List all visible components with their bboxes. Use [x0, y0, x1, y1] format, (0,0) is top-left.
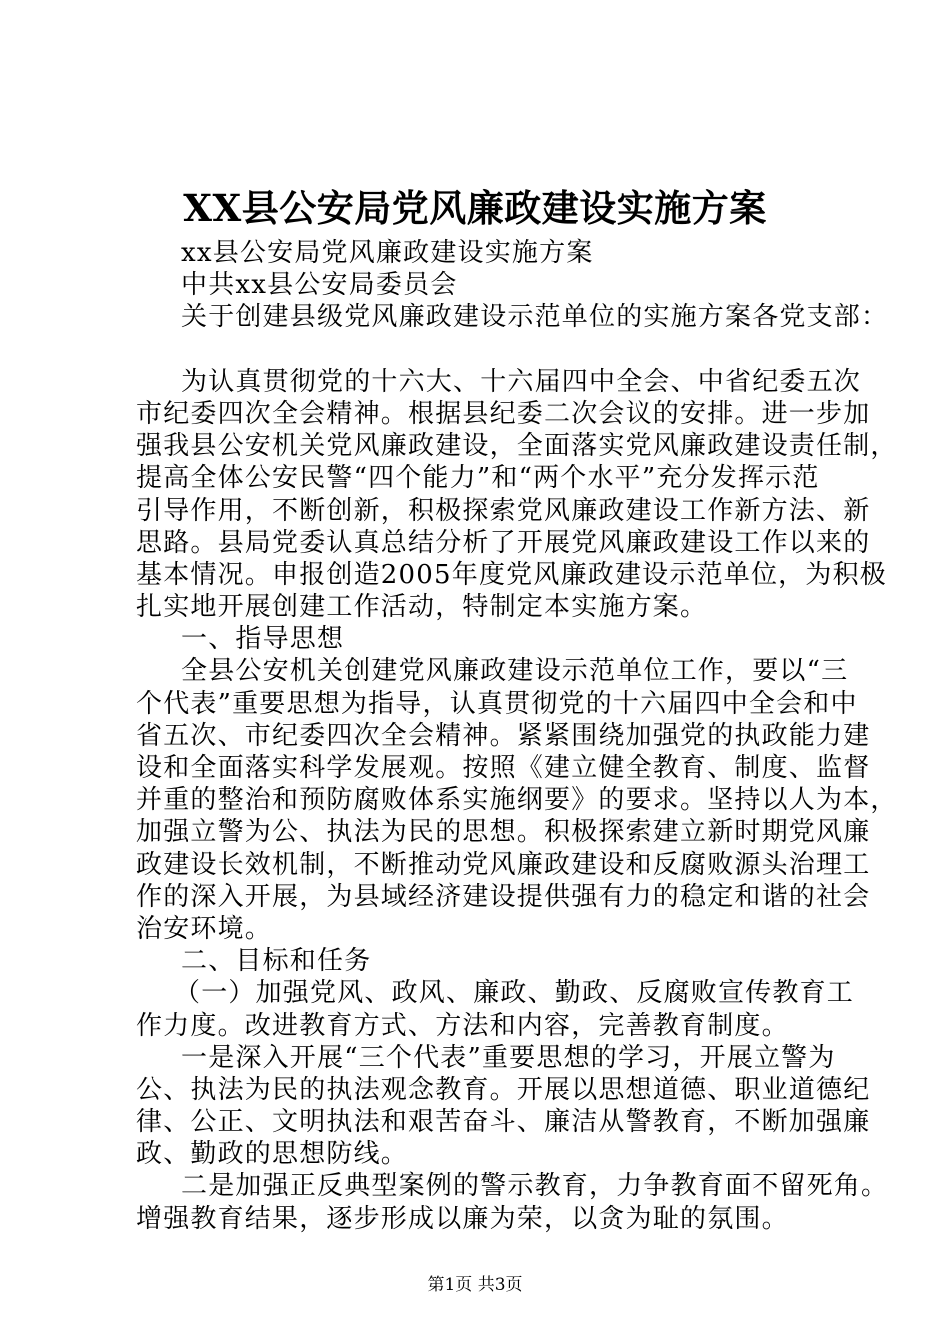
section-heading: 二、目标和任务: [181, 946, 372, 977]
text-line: 市纪委四次全会精神。根据县纪委二次会议的安排。进一步加: [136, 398, 871, 429]
text-line: （一）加强党风、政风、廉政、勤政、反腐败宣传教育工: [174, 978, 855, 1009]
text-line: 设和全面落实科学发展观。按照《建立健全教育、制度、监督: [136, 753, 871, 783]
text-line: 提高全体公安民警“四个能力”和“两个水平”充分发挥示范: [136, 463, 820, 494]
text-line: 强我县公安机关党风廉政建设，全面落实党风廉政建设责任制，: [136, 431, 898, 462]
paragraph-point-1: [136, 1042, 871, 1171]
text-line: 思路。县局党委认真总结分析了开展党风廉政建设工作以来的: [136, 527, 871, 558]
text-line: 治安环境。: [136, 913, 273, 944]
text-line: 扎实地开展创建工作活动，特制定本实施方案。: [136, 592, 708, 623]
text-line: 引导作用，不断创新，积极探索党风廉政建设工作新方法、新: [136, 495, 871, 526]
text-line: 作力度。改进教育方式、方法和内容，完善教育制度。: [136, 1010, 789, 1041]
section-heading: 一、指导思想: [181, 624, 345, 655]
text-line: 增强教育结果，逐步形成以廉为荣，以贪为耻的氛围。: [136, 1203, 789, 1234]
paragraph-intro: [136, 366, 898, 624]
text-line: 并重的整治和预防腐败体系实施纲要》的要求。坚持以人为本，: [136, 785, 898, 816]
document-title: XX县公安局党风廉政建设实施方案: [183, 186, 767, 230]
paragraph-task-1: [136, 977, 855, 1041]
text-line: 为认真贯彻党的十六大、十六届四中全会、中省纪委五次: [181, 366, 862, 397]
text-line: 政、勤政的思想防线。: [136, 1139, 409, 1170]
header-line: xx县公安局党风廉政建设实施方案: [181, 238, 594, 268]
text-line: 公、执法为民的执法观念教育。开展以思想道德、职业道德纪: [136, 1074, 871, 1105]
header-line: 关于创建县级党风廉政建设示范单位的实施方案各党支部：: [181, 302, 889, 333]
text-line: 全县公安机关创建党风廉政建设示范单位工作，要以“三: [181, 656, 849, 687]
text-line: 政建设长效机制，不断推动党风廉政建设和反腐败源头治理工: [136, 849, 871, 880]
text-line: 加强立警为公、执法为民的思想。积极探索建立新时期党风廉: [136, 817, 871, 848]
text-line: 省五次、市纪委四次全会精神。紧紧围绕加强党的执政能力建: [136, 720, 871, 751]
document-body: [136, 237, 898, 1235]
text-line: 二是加强正反典型案例的警示教育，力争教育面不留死角。: [181, 1171, 889, 1202]
text-line: 作的深入开展，为县域经济建设提供强有力的稳定和谐的社会: [136, 881, 871, 912]
text-line: 基本情况。申报创造2005年度党风廉政建设示范单位，为积极: [136, 559, 887, 590]
blank-line: [136, 334, 836, 366]
text-line: 个代表”重要思想为指导，认真贯彻党的十六届四中全会和中: [136, 688, 858, 719]
text-line: 律、公正、文明执法和艰苦奋斗、廉洁从警教育，不断加强廉: [136, 1107, 871, 1138]
paragraph-guiding-thought: [136, 655, 898, 945]
page-footer: 第1页 共3页: [427, 1275, 523, 1295]
paragraph-point-2: [136, 1170, 889, 1234]
header-line: 中共xx县公安局委员会: [181, 270, 458, 301]
text-line: 一是深入开展“三个代表”重要思想的学习，开展立警为: [181, 1042, 836, 1073]
